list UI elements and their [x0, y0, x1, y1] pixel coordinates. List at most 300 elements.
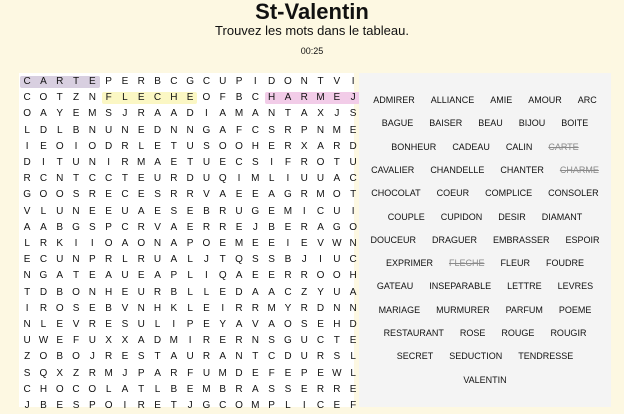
- grid-cell[interactable]: D: [235, 286, 243, 298]
- grid-cell[interactable]: V: [121, 302, 129, 314]
- grid-cell[interactable]: I: [319, 254, 322, 266]
- grid-cell[interactable]: A: [235, 270, 243, 282]
- grid-cell[interactable]: R: [121, 140, 129, 152]
- grid-cell[interactable]: F: [268, 367, 275, 379]
- grid-cell[interactable]: K: [56, 238, 64, 249]
- grid-cell[interactable]: U: [56, 254, 64, 266]
- grid-cell[interactable]: I: [107, 157, 111, 168]
- grid-cell[interactable]: C: [88, 173, 96, 185]
- grid-cell[interactable]: E: [23, 254, 31, 266]
- grid-cell[interactable]: A: [121, 383, 129, 395]
- grid-cell[interactable]: D: [316, 302, 325, 314]
- grid-cell[interactable]: R: [300, 157, 308, 168]
- grid-cell[interactable]: I: [302, 400, 306, 411]
- grid-cell[interactable]: R: [333, 383, 341, 395]
- grid-cell[interactable]: C: [39, 254, 48, 266]
- grid-cell[interactable]: S: [137, 351, 145, 363]
- grid-cell[interactable]: D: [153, 124, 162, 136]
- grid-cell[interactable]: R: [316, 383, 325, 395]
- grid-cell[interactable]: P: [300, 124, 308, 136]
- grid-cell[interactable]: E: [284, 221, 292, 233]
- grid-cell[interactable]: Y: [56, 108, 64, 120]
- grid-cell[interactable]: R: [39, 302, 48, 314]
- grid-cell[interactable]: E: [56, 319, 64, 330]
- grid-cell[interactable]: R: [56, 76, 64, 87]
- grid-cell[interactable]: X: [300, 140, 308, 152]
- grid-cell[interactable]: O: [55, 383, 64, 395]
- grid-cell[interactable]: V: [203, 189, 210, 201]
- grid-cell[interactable]: U: [105, 124, 113, 136]
- grid-cell[interactable]: G: [284, 189, 292, 201]
- grid-cell[interactable]: E: [137, 173, 145, 185]
- grid-cell[interactable]: W: [332, 238, 342, 249]
- grid-cell[interactable]: O: [104, 400, 113, 411]
- grid-cell[interactable]: U: [137, 286, 145, 298]
- grid-cell[interactable]: R: [235, 335, 243, 347]
- grid-cell[interactable]: J: [24, 400, 30, 411]
- grid-cell[interactable]: A: [170, 221, 178, 233]
- grid-cell[interactable]: S: [300, 319, 308, 330]
- grid-cell[interactable]: S: [88, 221, 96, 233]
- grid-cell[interactable]: L: [40, 205, 47, 217]
- grid-cell[interactable]: V: [251, 319, 259, 330]
- grid-cell[interactable]: N: [153, 238, 162, 249]
- grid-cell[interactable]: I: [90, 238, 94, 249]
- grid-cell[interactable]: F: [284, 157, 291, 168]
- grid-cell[interactable]: O: [72, 286, 80, 298]
- grid-cell[interactable]: F: [219, 92, 226, 104]
- grid-cell[interactable]: E: [186, 383, 194, 395]
- grid-cell[interactable]: R: [219, 221, 227, 233]
- grid-cell[interactable]: L: [24, 238, 30, 249]
- grid-cell[interactable]: L: [187, 270, 193, 282]
- grid-cell[interactable]: E: [251, 189, 259, 201]
- grid-cell[interactable]: O: [23, 108, 32, 120]
- grid-cell[interactable]: S: [284, 383, 292, 395]
- grid-cell[interactable]: E: [154, 400, 161, 411]
- grid-cell[interactable]: L: [154, 383, 161, 395]
- grid-cell[interactable]: R: [300, 302, 308, 314]
- grid-cell[interactable]: E: [88, 302, 96, 314]
- grid-cell[interactable]: A: [23, 221, 31, 233]
- grid-cell[interactable]: T: [138, 383, 145, 395]
- grid-cell[interactable]: E: [300, 238, 308, 249]
- grid-cell[interactable]: T: [252, 351, 259, 363]
- grid-cell[interactable]: D: [186, 108, 194, 120]
- grid-cell[interactable]: D: [235, 367, 243, 379]
- grid-cell[interactable]: Z: [72, 92, 80, 104]
- grid-cell[interactable]: I: [286, 173, 290, 185]
- grid-cell[interactable]: R: [284, 124, 292, 136]
- grid-cell[interactable]: S: [72, 302, 80, 314]
- grid-cell[interactable]: G: [332, 221, 341, 233]
- grid-cell[interactable]: A: [251, 108, 259, 120]
- grid-cell[interactable]: E: [56, 335, 64, 347]
- grid-cell[interactable]: A: [40, 76, 47, 87]
- grid-cell[interactable]: P: [170, 270, 178, 282]
- grid-cell[interactable]: R: [88, 367, 96, 379]
- grid-cell[interactable]: O: [218, 140, 227, 152]
- grid-cell[interactable]: R: [137, 400, 145, 411]
- grid-cell[interactable]: E: [105, 205, 112, 217]
- grid-cell[interactable]: I: [205, 270, 208, 282]
- grid-cell[interactable]: A: [121, 238, 129, 249]
- grid-cell[interactable]: P: [105, 221, 112, 233]
- grid-cell[interactable]: A: [268, 286, 275, 298]
- grid-cell[interactable]: L: [24, 124, 30, 136]
- grid-cell[interactable]: E: [105, 319, 112, 330]
- grid-cell[interactable]: R: [316, 351, 325, 363]
- grid-cell[interactable]: Z: [301, 286, 308, 298]
- grid-cell[interactable]: T: [219, 254, 226, 266]
- grid-cell[interactable]: C: [72, 383, 80, 395]
- grid-cell[interactable]: M: [104, 367, 113, 379]
- grid-cell[interactable]: I: [172, 319, 176, 330]
- grid-cell[interactable]: I: [302, 205, 306, 217]
- grid-cell[interactable]: O: [55, 140, 64, 152]
- grid-cell[interactable]: E: [137, 189, 145, 201]
- grid-cell[interactable]: F: [235, 124, 243, 136]
- grid-cell[interactable]: N: [316, 124, 325, 136]
- grid-cell[interactable]: R: [105, 254, 113, 266]
- grid-cell[interactable]: Q: [235, 254, 243, 266]
- grid-cell[interactable]: T: [154, 351, 161, 363]
- grid-cell[interactable]: Q: [218, 270, 227, 282]
- grid-cell[interactable]: E: [105, 189, 112, 201]
- grid-cell[interactable]: N: [88, 92, 96, 104]
- grid-cell[interactable]: L: [268, 173, 275, 185]
- grid-cell[interactable]: U: [153, 254, 162, 266]
- grid-cell[interactable]: L: [122, 254, 128, 266]
- grid-cell[interactable]: S: [333, 351, 341, 363]
- grid-cell[interactable]: T: [333, 157, 340, 168]
- grid-cell[interactable]: C: [170, 76, 178, 87]
- grid-cell[interactable]: A: [56, 270, 64, 282]
- grid-cell[interactable]: E: [88, 76, 96, 87]
- grid-cell[interactable]: N: [88, 157, 96, 168]
- grid-cell[interactable]: A: [154, 157, 161, 168]
- grid-cell[interactable]: H: [105, 286, 113, 298]
- grid-cell[interactable]: C: [235, 157, 243, 168]
- grid-cell[interactable]: M: [169, 335, 178, 347]
- grid-cell[interactable]: E: [268, 270, 275, 282]
- grid-cell[interactable]: B: [56, 351, 64, 363]
- grid-cell[interactable]: S: [251, 254, 259, 266]
- grid-cell[interactable]: N: [88, 286, 96, 298]
- grid-cell[interactable]: O: [104, 238, 113, 249]
- grid-cell[interactable]: H: [349, 270, 357, 282]
- grid-cell[interactable]: E: [88, 270, 96, 282]
- grid-cell[interactable]: B: [56, 221, 64, 233]
- grid-cell[interactable]: C: [316, 205, 325, 217]
- grid-cell[interactable]: R: [137, 76, 145, 87]
- grid-cell[interactable]: S: [72, 189, 80, 201]
- grid-cell[interactable]: T: [24, 286, 31, 298]
- grid-cell[interactable]: P: [186, 238, 194, 249]
- grid-cell[interactable]: U: [300, 173, 308, 185]
- grid-cell[interactable]: S: [349, 108, 357, 120]
- grid-cell[interactable]: U: [349, 157, 357, 168]
- grid-cell[interactable]: I: [74, 140, 78, 152]
- grid-cell[interactable]: A: [268, 319, 275, 330]
- grid-cell[interactable]: J: [187, 400, 193, 411]
- grid-cell[interactable]: A: [137, 335, 145, 347]
- grid-cell[interactable]: I: [188, 335, 192, 347]
- grid-cell[interactable]: U: [202, 367, 211, 379]
- grid-cell[interactable]: B: [72, 124, 80, 136]
- grid-cell[interactable]: R: [23, 173, 31, 185]
- grid-cell[interactable]: I: [351, 205, 355, 217]
- grid-cell[interactable]: B: [40, 400, 47, 411]
- grid-cell[interactable]: N: [56, 173, 64, 185]
- grid-cell[interactable]: D: [349, 319, 357, 330]
- grid-cell[interactable]: M: [218, 367, 227, 379]
- grid-cell[interactable]: O: [235, 400, 243, 411]
- grid-cell[interactable]: O: [332, 270, 341, 282]
- grid-cell[interactable]: G: [284, 335, 292, 347]
- grid-cell[interactable]: R: [202, 351, 211, 363]
- grid-cell[interactable]: R: [235, 302, 243, 314]
- grid-cell[interactable]: H: [333, 319, 341, 330]
- grid-cell[interactable]: A: [235, 319, 243, 330]
- grid-cell[interactable]: C: [284, 286, 292, 298]
- grid-cell[interactable]: W: [38, 335, 49, 347]
- grid-cell[interactable]: M: [283, 205, 293, 217]
- grid-cell[interactable]: E: [154, 140, 161, 152]
- grid-cell[interactable]: O: [202, 238, 211, 249]
- grid-cell[interactable]: B: [170, 286, 178, 298]
- grid-cell[interactable]: N: [170, 124, 178, 136]
- grid-cell[interactable]: A: [154, 108, 161, 120]
- grid-cell[interactable]: V: [333, 76, 341, 87]
- grid-cell[interactable]: C: [23, 92, 31, 104]
- grid-cell[interactable]: N: [137, 302, 145, 314]
- grid-cell[interactable]: Q: [218, 173, 227, 185]
- grid-cell[interactable]: R: [300, 221, 308, 233]
- grid-cell[interactable]: E: [56, 400, 64, 411]
- grid-cell[interactable]: B: [284, 254, 292, 266]
- grid-cell[interactable]: M: [251, 173, 260, 185]
- grid-cell[interactable]: V: [72, 319, 80, 330]
- grid-cell[interactable]: U: [186, 140, 194, 152]
- grid-cell[interactable]: G: [202, 124, 211, 136]
- grid-cell[interactable]: Y: [317, 286, 324, 298]
- grid-cell[interactable]: E: [333, 92, 341, 104]
- grid-cell[interactable]: J: [252, 221, 258, 233]
- grid-cell[interactable]: J: [122, 367, 128, 379]
- grid-cell[interactable]: U: [88, 335, 96, 347]
- grid-cell[interactable]: A: [154, 367, 161, 379]
- grid-cell[interactable]: R: [186, 189, 194, 201]
- grid-cell[interactable]: M: [234, 108, 244, 120]
- grid-cell[interactable]: X: [317, 108, 324, 120]
- grid-cell[interactable]: R: [170, 189, 178, 201]
- grid-cell[interactable]: O: [349, 221, 358, 233]
- grid-cell[interactable]: S: [268, 254, 275, 266]
- grid-cell[interactable]: E: [121, 286, 129, 298]
- grid-cell[interactable]: U: [186, 351, 194, 363]
- grid-cell[interactable]: V: [23, 205, 31, 217]
- grid-cell[interactable]: O: [88, 140, 97, 152]
- grid-cell[interactable]: O: [88, 383, 97, 395]
- grid-cell[interactable]: D: [39, 124, 48, 136]
- grid-cell[interactable]: E: [137, 270, 145, 282]
- grid-cell[interactable]: A: [219, 108, 227, 120]
- grid-cell[interactable]: M: [316, 189, 325, 201]
- grid-cell[interactable]: O: [39, 189, 48, 201]
- grid-cell[interactable]: T: [284, 108, 291, 120]
- grid-cell[interactable]: A: [40, 108, 47, 120]
- grid-cell[interactable]: S: [23, 367, 31, 379]
- grid-cell[interactable]: E: [251, 270, 259, 282]
- grid-cell[interactable]: U: [219, 76, 227, 87]
- grid-cell[interactable]: I: [270, 157, 274, 168]
- grid-cell[interactable]: A: [137, 205, 145, 217]
- grid-cell[interactable]: V: [154, 221, 161, 233]
- grid-cell[interactable]: L: [122, 92, 128, 104]
- grid-cell[interactable]: S: [268, 124, 275, 136]
- grid-cell[interactable]: C: [268, 351, 276, 363]
- grid-cell[interactable]: E: [88, 205, 96, 217]
- grid-cell[interactable]: M: [88, 108, 97, 120]
- grid-cell[interactable]: A: [268, 189, 275, 201]
- grid-cell[interactable]: D: [349, 140, 357, 152]
- grid-cell[interactable]: B: [105, 302, 112, 314]
- grid-cell[interactable]: E: [186, 205, 194, 217]
- grid-cell[interactable]: A: [300, 108, 308, 120]
- grid-cell[interactable]: U: [137, 319, 145, 330]
- grid-cell[interactable]: E: [186, 221, 194, 233]
- grid-cell[interactable]: P: [300, 367, 308, 379]
- grid-cell[interactable]: L: [105, 383, 112, 395]
- grid-cell[interactable]: A: [105, 270, 112, 282]
- grid-cell[interactable]: H: [268, 92, 276, 104]
- grid-cell[interactable]: Z: [24, 351, 31, 363]
- grid-cell[interactable]: B: [154, 76, 161, 87]
- grid-cell[interactable]: N: [349, 302, 357, 314]
- grid-cell[interactable]: O: [55, 302, 64, 314]
- grid-cell[interactable]: I: [205, 108, 208, 120]
- grid-cell[interactable]: T: [121, 173, 128, 185]
- grid-cell[interactable]: O: [55, 189, 64, 201]
- grid-cell[interactable]: R: [88, 319, 96, 330]
- grid-cell[interactable]: U: [333, 254, 341, 266]
- grid-cell[interactable]: N: [23, 270, 31, 282]
- grid-cell[interactable]: M: [316, 92, 325, 104]
- grid-cell[interactable]: E: [219, 335, 227, 347]
- grid-cell[interactable]: P: [268, 400, 275, 411]
- letter-grid[interactable]: [19, 73, 358, 411]
- grid-cell[interactable]: R: [39, 238, 48, 249]
- grid-cell[interactable]: R: [300, 270, 308, 282]
- grid-cell[interactable]: P: [88, 400, 96, 411]
- grid-cell[interactable]: R: [284, 140, 292, 152]
- grid-cell[interactable]: C: [202, 76, 211, 87]
- grid-cell[interactable]: F: [105, 92, 112, 104]
- grid-cell[interactable]: C: [349, 254, 357, 266]
- grid-cell[interactable]: E: [186, 92, 194, 104]
- grid-cell[interactable]: E: [72, 108, 80, 120]
- grid-cell[interactable]: Q: [39, 367, 48, 379]
- grid-cell[interactable]: E: [317, 367, 324, 379]
- grid-cell[interactable]: U: [333, 205, 341, 217]
- grid-cell[interactable]: I: [25, 302, 29, 314]
- grid-cell[interactable]: E: [121, 351, 129, 363]
- grid-cell[interactable]: B: [219, 383, 227, 395]
- grid-cell[interactable]: G: [72, 221, 80, 233]
- grid-cell[interactable]: S: [268, 335, 275, 347]
- grid-cell[interactable]: T: [72, 76, 80, 87]
- grid-cell[interactable]: T: [333, 335, 340, 347]
- grid-cell[interactable]: S: [203, 140, 210, 152]
- grid-cell[interactable]: B: [203, 205, 210, 217]
- grid-cell[interactable]: C: [219, 400, 227, 411]
- grid-cell[interactable]: O: [316, 157, 325, 168]
- grid-cell[interactable]: L: [40, 319, 47, 330]
- grid-cell[interactable]: L: [187, 302, 193, 314]
- grid-cell[interactable]: N: [268, 108, 276, 120]
- grid-cell[interactable]: J: [203, 254, 209, 266]
- grid-cell[interactable]: A: [333, 173, 341, 185]
- grid-cell[interactable]: Y: [284, 302, 292, 314]
- grid-cell[interactable]: U: [300, 351, 308, 363]
- grid-cell[interactable]: A: [349, 286, 357, 298]
- grid-cell[interactable]: R: [88, 189, 96, 201]
- grid-cell[interactable]: A: [170, 351, 178, 363]
- grid-cell[interactable]: C: [251, 92, 259, 104]
- grid-cell[interactable]: Z: [72, 367, 80, 379]
- grid-cell[interactable]: R: [170, 367, 178, 379]
- grid-cell[interactable]: R: [137, 108, 145, 120]
- grid-cell[interactable]: J: [334, 108, 340, 120]
- grid-cell[interactable]: E: [268, 205, 275, 217]
- grid-cell[interactable]: C: [316, 400, 325, 411]
- grid-cell[interactable]: P: [88, 254, 96, 266]
- grid-cell[interactable]: D: [105, 140, 113, 152]
- grid-cell[interactable]: R: [202, 335, 211, 347]
- grid-cell[interactable]: E: [219, 238, 227, 249]
- grid-cell[interactable]: F: [187, 367, 194, 379]
- grid-cell[interactable]: R: [300, 189, 308, 201]
- grid-cell[interactable]: D: [23, 157, 31, 168]
- grid-cell[interactable]: O: [137, 238, 146, 249]
- grid-cell[interactable]: O: [332, 189, 341, 201]
- grid-cell[interactable]: R: [219, 205, 227, 217]
- grid-cell[interactable]: T: [72, 173, 80, 185]
- grid-cell[interactable]: H: [153, 302, 162, 314]
- grid-cell[interactable]: E: [203, 319, 210, 330]
- grid-cell[interactable]: A: [219, 189, 227, 201]
- grid-cell[interactable]: I: [286, 238, 290, 249]
- grid-cell[interactable]: F: [350, 400, 357, 411]
- grid-cell[interactable]: C: [23, 76, 31, 87]
- grid-cell[interactable]: I: [25, 140, 29, 152]
- grid-cell[interactable]: A: [251, 383, 259, 395]
- grid-cell[interactable]: A: [317, 221, 324, 233]
- grid-cell[interactable]: N: [186, 124, 194, 136]
- grid-cell[interactable]: S: [121, 319, 129, 330]
- grid-cell[interactable]: X: [121, 335, 129, 347]
- grid-cell[interactable]: R: [284, 270, 292, 282]
- grid-cell[interactable]: E: [251, 238, 259, 249]
- grid-cell[interactable]: P: [235, 76, 243, 87]
- grid-cell[interactable]: U: [56, 205, 64, 217]
- grid-cell[interactable]: I: [74, 238, 78, 249]
- grid-cell[interactable]: R: [137, 254, 145, 266]
- grid-cell[interactable]: S: [268, 383, 275, 395]
- grid-cell[interactable]: H: [39, 383, 48, 395]
- grid-cell[interactable]: I: [123, 400, 127, 411]
